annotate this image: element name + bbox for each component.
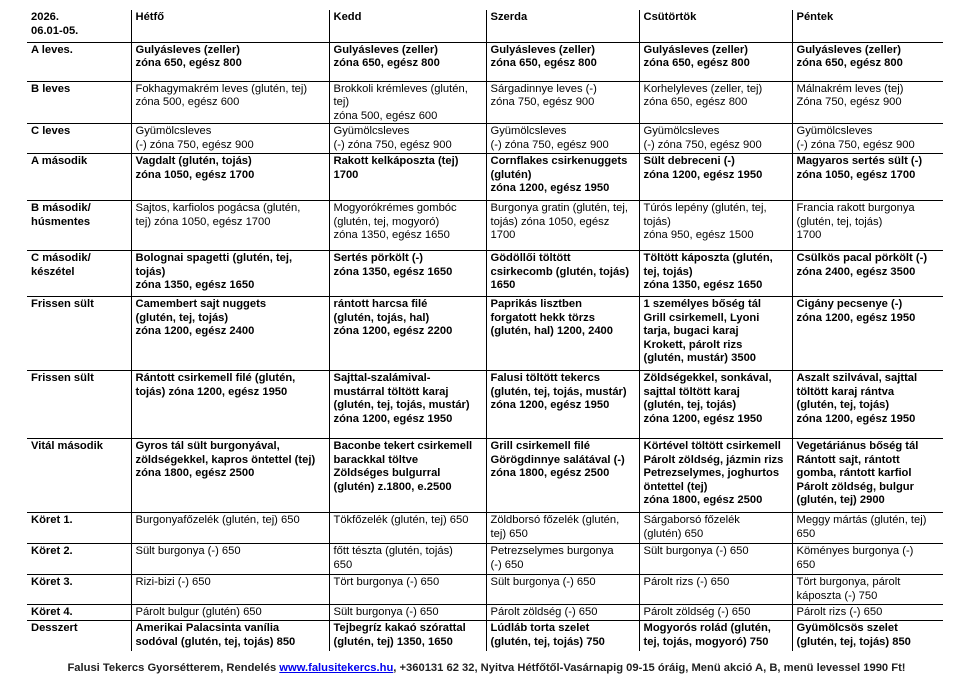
menu-cell-text: Mogyorós rolád (glutén, tej, tojás, mogyoró) 750 [643,622,771,648]
menu-cell [131,439,329,513]
menu-cell [329,42,486,81]
menu-cell-text: Cornflakes csirkenuggets (glutén) zóna 1200, egész 1950 [490,155,628,194]
menu-cell-text: Párolt zöldség (-) 650 [643,606,751,618]
menu-cell-text: főtt tészta (glutén, tojás) 650 [333,545,453,571]
menu-cell-text: Gyros tál sült burgonyával, zöldségekkel, kapros öntettel (tej) zóna 1800, egész 2500 [135,440,316,479]
menu-cell-text: rántott harcsa filé (glutén, tojás, hal) zóna 1200, egész 2200 [333,298,453,337]
menu-cell [792,201,943,251]
menu-cell [329,439,486,513]
row-label [27,42,131,81]
table-row [27,201,943,251]
menu-cell [131,124,329,154]
menu-cell [486,513,639,544]
menu-cell [131,42,329,81]
table-row [27,575,943,605]
menu-cell-text: Gulyásleves (zeller) zóna 650, egész 800 [333,43,440,69]
row-label [27,575,131,605]
menu-cell [792,605,943,621]
menu-cell-text: Gyümölcsös szelet (glutén, tej, tojás) 850 [796,622,911,648]
menu-cell-text: Körtével töltött csirkemell Párolt zöldség, jázmin rizs Petrezselymes, joghurtos öntettel (tej) zóna 1800, egész 2500 [643,440,784,506]
menu-cell [639,154,792,201]
row-label-text: C leves [31,125,71,137]
row-label [27,621,131,651]
footer-text-end: , +360131 62 32, Nyitva Hétfőtől-Vasárnapig 09-15 óráig, Menü akció A, B, menü levessel 1990 Ft! [393,662,906,674]
menu-cell [131,513,329,544]
menu-cell [792,544,943,575]
menu-cell-text: Sertés pörkölt (-) zóna 1350, egész 1650 [333,252,453,278]
menu-cell-text: 1 személyes bőség tál Grill csirkemell, Lyoni tarja, bugaci karaj Krokett, párolt rizs (glutén, mustár) 3500 [643,298,762,364]
menu-cell [792,621,943,651]
menu-cell-text: Gulyásleves (zeller) zóna 650, egész 800 [796,43,903,69]
menu-cell [486,251,639,297]
table-row [27,81,943,124]
menu-cell [639,42,792,81]
menu-cell [486,621,639,651]
menu-cell [329,124,486,154]
menu-table-body [27,10,943,651]
menu-cell [329,154,486,201]
menu-cell [329,544,486,575]
day-header-5 [792,10,943,42]
table-row [27,251,943,297]
menu-cell-text: Sült burgonya (-) 650 [135,545,241,557]
menu-cell-text: Sárgaborsó főzelék (glutén) 650 [643,514,740,540]
table-row [27,154,943,201]
menu-cell [792,154,943,201]
menu-cell [486,201,639,251]
day-header-1 [131,10,329,42]
menu-cell-text: Gyümölcsleves (-) zóna 750, egész 900 [490,125,609,151]
menu-cell [329,251,486,297]
menu-cell [792,251,943,297]
menu-cell-text: Tört burgonya, párolt káposzta (-) 750 [796,576,901,602]
menu-cell-text: Amerikai Palacsinta vanília sodóval (glutén, tej, tojás) 850 [135,622,296,648]
menu-cell [792,371,943,439]
day-header-2 [329,10,486,42]
menu-cell [486,42,639,81]
menu-cell-text: Gyümölcsleves (-) zóna 750, egész 900 [333,125,452,151]
menu-cell [131,621,329,651]
menu-cell [131,544,329,575]
menu-cell-text: Párolt zöldség (-) 650 [490,606,598,618]
menu-cell [131,201,329,251]
row-label [27,297,131,371]
menu-cell-text: Magyaros sertés sült (-) zóna 1050, egész 1700 [796,155,923,181]
menu-cell [639,124,792,154]
menu-cell [792,513,943,544]
table-row [27,439,943,513]
menu-cell-text: Grill csirkemell filé Görögdinnye salátával (-) zóna 1800, egész 2500 [490,440,625,479]
menu-cell-text: Tört burgonya (-) 650 [333,576,440,588]
menu-cell [639,544,792,575]
menu-cell [329,297,486,371]
menu-cell [792,81,943,124]
date-range-cell [27,10,131,42]
menu-cell [639,81,792,124]
menu-cell-text: Brokkoli krémleves (glutén, tej) zóna 500, egész 600 [333,82,468,122]
menu-cell [639,297,792,371]
menu-cell-text: Zöldségekkel, sonkával, sajttal töltött karaj (glutén, tej, tojás) zóna 1200, egész 1950 [643,372,772,425]
day-header-4 [639,10,792,42]
menu-cell-text: Sült burgonya (-) 650 [643,545,749,557]
menu-cell [131,154,329,201]
menu-cell [639,201,792,251]
menu-cell [639,251,792,297]
menu-cell-text: Rizi-bizi (-) 650 [135,576,211,588]
menu-cell [329,621,486,651]
menu-cell-text: Gyümölcsleves (-) zóna 750, egész 900 [135,125,254,151]
menu-cell [639,513,792,544]
menu-cell-text: Mogyorókrémes gombóc (glutén, tej, mogyoró) zóna 1350, egész 1650 [333,202,457,241]
row-label-text: A második [31,155,88,167]
menu-cell [792,124,943,154]
menu-cell-text: Gulyásleves (zeller) zóna 650, egész 800 [135,43,242,69]
menu-cell-text: Töltött káposzta (glutén, tej, tojás) zóna 1350, egész 1650 [643,252,773,291]
row-label [27,251,131,297]
table-row [27,544,943,575]
menu-cell-text: Bolognai spagetti (glutén, tej, tojás) zóna 1350, egész 1650 [135,252,293,291]
table-row [27,371,943,439]
row-label-text: Frissen sült [31,298,94,310]
menu-cell-text: Csülkös pacal pörkölt (-) zóna 2400, egész 3500 [796,252,928,278]
menu-cell-text: Sajtos, karfiolos pogácsa (glutén, tej) zóna 1050, egész 1700 [135,202,301,228]
menu-cell-text: Túrós lepény (glutén, tej, tojás) zóna 950, egész 1500 [643,202,767,241]
weekly-menu-table [27,10,943,651]
menu-cell-text: Tejbegríz kakaó szórattal (glutén, tej) 1350, 1650 [333,622,466,648]
menu-cell-text: Gyümölcsleves (-) zóna 750, egész 900 [796,125,915,151]
menu-cell-text: Köményes burgonya (-) 650 [796,545,914,571]
table-row [27,513,943,544]
row-label-text: Köret 2. [31,545,73,557]
day-header-5-text: Péntek [796,11,834,23]
row-label [27,371,131,439]
menu-cell [329,81,486,124]
menu-cell-text: Sült burgonya (-) 650 [333,606,439,618]
menu-cell-text: Vagdalt (glutén, tojás) zóna 1050, egész 1700 [135,155,255,181]
menu-cell [486,605,639,621]
menu-cell-text: Fokhagymakrém leves (glutén, tej) zóna 500, egész 600 [135,82,308,108]
menu-cell-text: Párolt rizs (-) 650 [796,606,883,618]
table-row [27,124,943,154]
menu-cell [639,605,792,621]
menu-cell [329,575,486,605]
day-header-2-text: Kedd [333,11,362,23]
menu-cell-text: Paprikás lisztben forgatott hekk törzs (glutén, hal) 1200, 2400 [490,298,613,337]
menu-cell [131,371,329,439]
menu-cell-text: Aszalt szilvával, sajttal töltött karaj rántva (glutén, tej, tojás) zóna 1200, egész 1950 [796,372,918,425]
table-row [27,605,943,621]
row-label [27,154,131,201]
menu-cell [792,575,943,605]
menu-cell-text: Falusi töltött tekercs (glutén, tej, tojás, mustár) zóna 1200, egész 1950 [490,372,627,411]
menu-cell-text: Sült debreceni (-) zóna 1200, egész 1950 [643,155,763,181]
menu-cell [131,81,329,124]
row-label-text: Vitál második [31,440,103,452]
menu-cell [131,251,329,297]
website-link[interactable]: www.falusitekercs.hu [279,662,394,674]
table-row [27,621,943,651]
menu-cell [792,439,943,513]
menu-cell-text: Camembert sajt nuggets (glutén, tej, tojás) zóna 1200, egész 2400 [135,298,267,337]
row-label-text: Frissen sült [31,372,94,384]
menu-cell-text: Gyümölcsleves (-) zóna 750, egész 900 [643,125,762,151]
menu-cell [639,439,792,513]
row-label [27,544,131,575]
menu-cell [639,371,792,439]
menu-cell-text: Baconbe tekert csirkemell barackkal töltve Zöldséges bulgurral (glutén) z.1800, e.2500 [333,440,473,493]
menu-cell [486,81,639,124]
row-label-text: B leves [31,82,71,95]
row-label-text: Desszert [31,622,78,634]
menu-cell-text: Sajttal-szalámival- mustárral töltött karaj (glutén, tej, tojás, mustár) zóna 1200, egész 1950 [333,372,470,425]
footer-text-start: Falusi Tekercs Gyorsétterem, Rendelés [67,662,280,674]
date-range-cell-text: 2026. 06.01-05. [31,11,79,37]
menu-cell [792,297,943,371]
menu-cell-text: Sárgadinnye leves (-) zóna 750, egész 900 [490,82,597,108]
menu-cell-text: Rántott csirkemell filé (glutén, tojás) zóna 1200, egész 1950 [135,372,296,398]
row-label [27,513,131,544]
menu-cell [131,575,329,605]
header-row [27,10,943,42]
menu-cell-text: Zöldborsó főzelék (glutén, tej) 650 [490,514,620,540]
menu-cell [486,575,639,605]
menu-cell [486,371,639,439]
row-label-text: C második/ készétel [31,252,91,278]
menu-cell-text: Párolt bulgur (glutén) 650 [135,606,262,618]
menu-cell [639,621,792,651]
menu-cell-text: Málnakrém leves (tej) Zóna 750, egész 900 [796,82,904,108]
row-label-text: Köret 4. [31,606,73,618]
menu-cell-text: Gulyásleves (zeller) zóna 650, egész 800 [643,43,750,69]
day-header-4-text: Csütörtök [643,11,697,23]
menu-cell-text: Vegetáriánus bőség tál Rántott sajt, rántott gomba, rántott karfiol Párolt zöldség, bulgur (glutén, tej) 2900 [796,440,919,506]
menu-cell-text: Korhelyleves (zeller, tej) zóna 650, egész 800 [643,82,763,108]
menu-cell-text: Rakott kelkáposzta (tej) 1700 [333,155,459,181]
menu-cell-text: Meggy mártás (glutén, tej) 650 [796,514,927,540]
menu-cell [329,605,486,621]
row-label [27,605,131,621]
menu-cell-text: Francia rakott burgonya (glutén, tej, tojás) 1700 [796,202,915,241]
menu-cell [486,544,639,575]
menu-cell [639,575,792,605]
row-label [27,81,131,124]
menu-cell-text: Petrezselymes burgonya (-) 650 [490,545,614,571]
menu-cell-text: Párolt rizs (-) 650 [643,576,730,588]
menu-cell-text: Burgonyafőzelék (glutén, tej) 650 [135,514,300,526]
row-label-text: A leves. [31,43,73,56]
table-row [27,297,943,371]
menu-cell-text: Sült burgonya (-) 650 [490,576,596,588]
menu-cell [131,605,329,621]
row-label-text: Köret 1. [31,514,73,526]
row-label-text: B második/ húsmentes [31,202,91,228]
day-header-3-text: Szerda [490,11,528,23]
menu-cell-text: Tökfőzelék (glutén, tej) 650 [333,514,469,526]
row-label [27,439,131,513]
menu-cell-text: Lúdláb torta szelet (glutén, tej, tojás) 750 [490,622,605,648]
menu-cell-text: Gulyásleves (zeller) zóna 650, egész 800 [490,43,597,69]
menu-cell-text: Burgonya gratin (glutén, tej, tojás) zóna 1050, egész 1700 [490,202,628,241]
menu-cell [486,439,639,513]
menu-cell [486,154,639,201]
restaurant-footer [0,662,973,674]
day-header-3 [486,10,639,42]
day-header-1-text: Hétfő [135,11,165,23]
row-label-text: Köret 3. [31,576,73,588]
menu-cell [131,297,329,371]
row-label [27,201,131,251]
menu-cell [486,124,639,154]
menu-cell [792,42,943,81]
menu-cell [329,371,486,439]
row-label [27,124,131,154]
menu-cell [329,201,486,251]
table-row [27,42,943,81]
menu-cell-text: Gödöllői töltött csirkecomb (glutén, tojás) 1650 [490,252,630,291]
menu-cell-text: Cigány pecsenye (-) zóna 1200, egész 1950 [796,298,916,324]
menu-cell [486,297,639,371]
menu-cell [329,513,486,544]
